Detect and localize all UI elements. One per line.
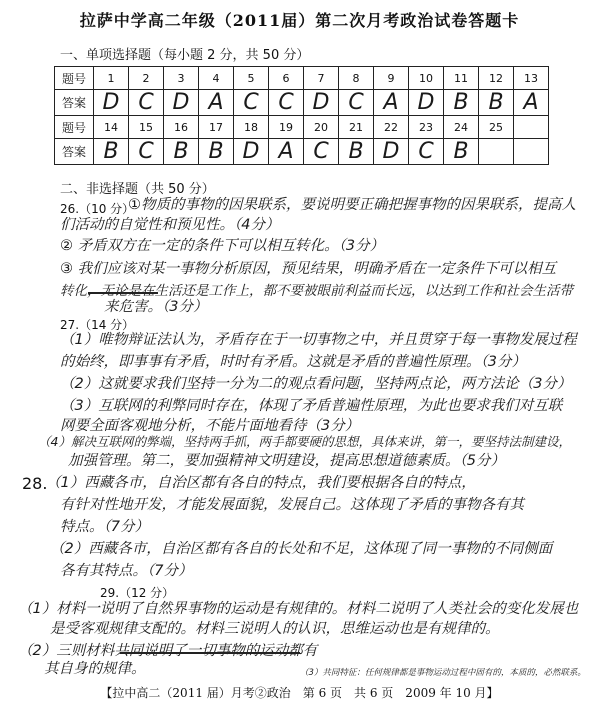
strikethrough-mark	[88, 292, 158, 294]
answer-29-line-1: （1）材料一说明了自然界事物的运动是有规律的。材料二说明了人类社会的变化发展也	[18, 601, 579, 617]
answer-cell: D	[234, 139, 269, 165]
question-number: 8	[339, 67, 374, 90]
answer-cell	[479, 139, 514, 165]
section1-heading: 一、单项选择题（每小题 2 分，共 50 分）	[60, 48, 310, 63]
answer-28-line-1: （1）西藏各市，自治区都有各自的特点，我们要根据各自的特点，	[46, 475, 476, 491]
answer-cell: C	[234, 90, 269, 116]
answer-cell: A	[374, 90, 409, 116]
question-29-label: 29.（12 分）	[100, 586, 175, 600]
question-number: 15	[129, 116, 164, 139]
question-number: 18	[234, 116, 269, 139]
answer-26-line-3: ② 矛盾双方在一定的条件下可以相互转化。（3分）	[60, 238, 385, 254]
row-label: 答案	[55, 90, 94, 116]
answer-cell: A	[269, 139, 304, 165]
question-number: 1	[94, 67, 129, 90]
question-number: 5	[234, 67, 269, 90]
page-title: 拉萨中学高二年级（2011届）第二次月考政治试卷答题卡	[79, 11, 520, 30]
answer-cell: B	[164, 139, 199, 165]
question-27-label: 27.（14 分）	[60, 318, 135, 332]
question-number: 22	[374, 116, 409, 139]
table-row	[55, 90, 549, 116]
question-number: 17	[199, 116, 234, 139]
question-28-label: 28.	[22, 474, 48, 493]
question-number: 3	[164, 67, 199, 90]
answer-27-line-6: （4）解决互联网的弊端，坚持两手抓，两手都要硬的思想，具体来讲，第一，要坚持法制建设，	[38, 434, 571, 449]
answer-26-line-2: 们活动的自觉性和预见性。（4分）	[60, 217, 280, 233]
question-number: 4	[199, 67, 234, 90]
answer-cell: D	[304, 90, 339, 116]
answer-cell: C	[129, 139, 164, 165]
answer-cell: B	[199, 139, 234, 165]
answer-cell: B	[444, 90, 479, 116]
answer-cell	[514, 139, 549, 165]
row-label: 题号	[55, 67, 94, 90]
answer-26-line-4: ③ 我们应该对某一事物分析原因，预见结果，明确矛盾在一定条件下可以相互	[60, 261, 557, 277]
answer-cell: B	[94, 139, 129, 165]
question-number: 19	[269, 116, 304, 139]
answer-cell: D	[164, 90, 199, 116]
question-number: 14	[94, 116, 129, 139]
question-number: 11	[444, 67, 479, 90]
answer-27-line-1: （1）唯物辩证法认为，矛盾存在于一切事物之中，并且贯穿于每一事物发展过程	[60, 332, 577, 348]
answer-28-line-5: 各有其特点。（7分）	[60, 563, 193, 579]
answer-cell: C	[304, 139, 339, 165]
table-row	[55, 67, 549, 90]
question-number: 16	[164, 116, 199, 139]
question-number: 21	[339, 116, 374, 139]
question-number: 9	[374, 67, 409, 90]
answer-29-line-3: （2）三则材料共同说明了一切事物的运动都有	[18, 643, 318, 659]
answer-cell: A	[514, 90, 549, 116]
answer-27-line-2: 的始终，即事事有矛盾，时时有矛盾。这就是矛盾的普遍性原理。（3分）	[60, 354, 526, 370]
row-label: 答案	[55, 139, 94, 165]
question-26-label: 26.（10 分）	[60, 202, 135, 216]
page-footer: 【拉中高二（2011 届）月考②政治 第 6 页 共 6 页 2009 年 10 月】	[100, 686, 499, 700]
question-number: 23	[409, 116, 444, 139]
table-row	[55, 139, 549, 165]
question-number: 2	[129, 67, 164, 90]
answer-29-line-4: 其自身的规律。	[44, 661, 146, 677]
table-row	[55, 116, 549, 139]
section2-heading: 二、非选择题（共 50 分）	[60, 182, 215, 197]
strikethrough-mark	[120, 652, 300, 654]
question-number: 13	[514, 67, 549, 90]
answer-29-line-2: 是受客观规律支配的。材料三说明人的认识，思维运动也是有规律的。	[50, 621, 500, 637]
answer-cell: C	[409, 139, 444, 165]
answer-27-line-3: （2）这就要求我们坚持一分为二的观点看问题，坚持两点论，两方法论（3分）	[60, 376, 572, 392]
question-number: 24	[444, 116, 479, 139]
answer-table	[54, 66, 549, 165]
answer-cell: B	[339, 139, 374, 165]
answer-26-line-6: 来危害。（3分）	[104, 299, 208, 315]
answer-28-line-2: 有针对性地开发，才能发展面貌，发展自己。这体现了矛盾的事物各有其	[60, 497, 524, 513]
question-number: 20	[304, 116, 339, 139]
answer-28-line-4: （2）西藏各市，自治区都有各自的长处和不足，这体现了同一事物的不同侧面	[50, 541, 553, 557]
answer-27-line-4: （3）互联网的利弊同时存在，体现了矛盾普遍性原理，为此也要求我们对互联	[60, 398, 563, 414]
answer-cell: C	[339, 90, 374, 116]
question-number	[514, 116, 549, 139]
answer-26-line-5: 转化，无论是在生活还是工作上，都不要被眼前利益而长远，以达到工作和社会生活带	[60, 283, 573, 299]
answer-28-line-3: 特点。（7分）	[60, 519, 149, 535]
answer-cell: B	[444, 139, 479, 165]
row-label: 题号	[55, 116, 94, 139]
answer-cell: C	[129, 90, 164, 116]
answer-27-line-7: 加强管理。第二，要加强精神文明建设，提高思想道德素质。（5分）	[68, 453, 505, 469]
answer-cell: A	[199, 90, 234, 116]
answer-cell: C	[269, 90, 304, 116]
question-number: 7	[304, 67, 339, 90]
answer-26-line-1: ①物质的事物的因果联系，要说明要正确把握事物的因果联系，提高人	[128, 197, 576, 213]
answer-cell: D	[374, 139, 409, 165]
question-number: 25	[479, 116, 514, 139]
answer-cell: B	[479, 90, 514, 116]
answer-cell: D	[94, 90, 129, 116]
question-number: 6	[269, 67, 304, 90]
question-number: 12	[479, 67, 514, 90]
answer-29-line-5: （3）共同特征：任何规律都是事物运动过程中固有的，本质的，必然联系。	[300, 668, 586, 678]
answer-cell: D	[409, 90, 444, 116]
answer-27-line-5: 网要全面客观地分析，不能片面地看待（3分）	[60, 418, 360, 434]
question-number: 10	[409, 67, 444, 90]
